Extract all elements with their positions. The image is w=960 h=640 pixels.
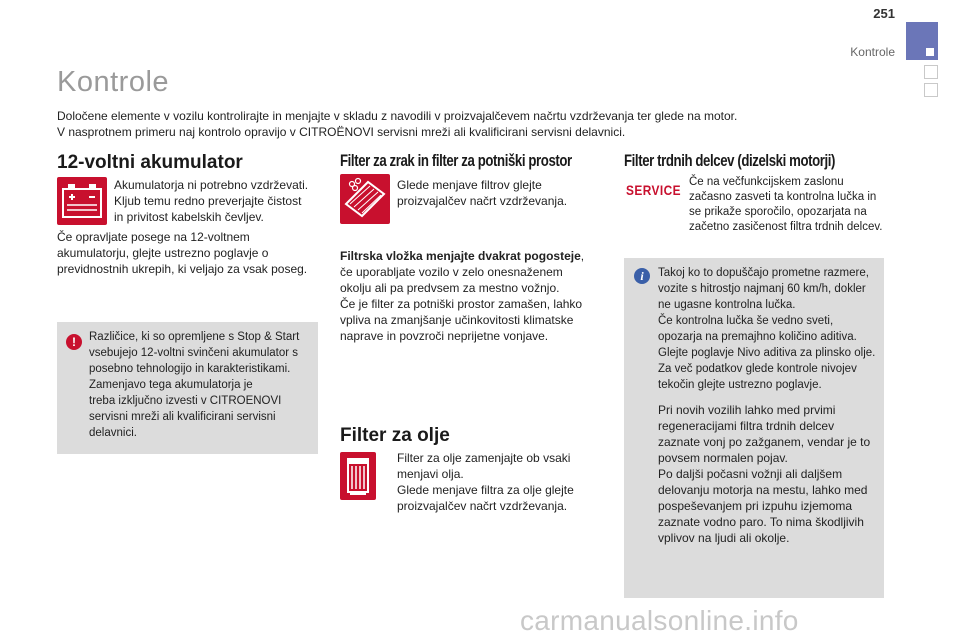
oil-filter-heading: Filter za olje [340, 425, 450, 446]
text-line: vpliva na zmanjšanje učinkovitosti klimatske [340, 313, 574, 327]
battery-body [57, 229, 325, 277]
service-warning-icon: SERVICE [626, 182, 682, 198]
battery-warning-box [57, 322, 318, 454]
text-line: Akumulatorja ni potrebno vzdrževati. [114, 178, 309, 192]
text-line: vozite s hitrostjo najmanj 60 km/h, dokler [658, 283, 866, 295]
particle-filter-info-box [624, 258, 884, 598]
text-line: Pri novih vozilih lahko med prvimi [658, 403, 836, 417]
text-line: Glede menjave filtrov glejte [397, 178, 542, 192]
air-filter-icon-text [397, 177, 597, 209]
text-line: opozarja na premajhno količino aditiva. [658, 331, 857, 343]
particle-filter-info-1 [658, 265, 882, 393]
text-line: Filter za olje zamenjajte ob vsaki [397, 451, 571, 465]
oil-filter-text [397, 450, 597, 514]
air-filter-body [340, 248, 602, 344]
text-line: Če kontrolna lučka še vedno sveti, [658, 315, 834, 327]
tab-marker [926, 48, 934, 56]
chapter-tab[interactable] [906, 22, 938, 60]
particle-filter-info-2 [658, 402, 882, 546]
particle-filter-icon-text [689, 175, 899, 235]
text-line: Če je filter za potniški prostor zamašen, lahko [340, 297, 583, 311]
oil-filter-icon [340, 452, 376, 500]
text-line: treba izključno izvesti v CITROENOVI [89, 395, 282, 407]
text-line: Če na večfunkcijskem zaslonu [689, 176, 844, 188]
punct: , [580, 249, 585, 263]
text-line: menjavi olja. [397, 467, 464, 481]
particle-filter-heading: Filter trdnih delcev (dizelski motorji) [624, 152, 836, 170]
air-filter-heading: Filter za zrak in filter za potniški prostor [340, 152, 572, 170]
text-line [340, 248, 602, 264]
page-number: 251 [873, 6, 895, 21]
text-line: Takoj ko to dopuščajo prometne razmere, [658, 267, 869, 279]
text-line: Kljub temu redno preverjajte čistost [114, 194, 302, 208]
watermark-text: carmanualsonline.info [520, 605, 799, 636]
battery-warning-text [89, 329, 315, 441]
text-line: Za več podatkov glede kontrole nivojev [658, 363, 857, 375]
battery-icon-text [114, 177, 324, 225]
battery-heading: 12-voltni akumulator [57, 152, 243, 173]
text-line: delavnici. [89, 427, 137, 439]
text-line: proizvajalčev načrt vzdrževanja. [397, 499, 568, 513]
text-line: in privitost kabelskih čevljev. [114, 210, 264, 224]
air-filter-icon [340, 174, 390, 224]
text-line: če uporabljate vozilo v zelo onesnaženem [340, 265, 563, 279]
text-line: zaznate vodno paro. To nima škodljivih [658, 515, 864, 529]
text-line: servisni mreži ali kvalificirani servisni [89, 411, 276, 423]
text-line: Če opravljate posege na 12-voltnem [57, 230, 250, 244]
text-line: se prikaže sporočilo, opozarjata na [689, 206, 867, 218]
text-line: Glejte poglavje Nivo aditiva za plinsko olje. [658, 347, 876, 359]
chapter-tab-empty-2[interactable] [924, 83, 938, 97]
intro-line: V nasprotnem primeru naj kontrolo opravijo v CITROËNOVI servisni mreži ali kvalificirani servisni delavnici. [57, 125, 626, 139]
text-line: začetno zasičenost filtra trdnih delcev. [689, 221, 883, 233]
text-line: začasno zasveti ta kontrolna lučka in [689, 191, 877, 203]
text-line: zaznate vonj po zažganem, vendar je to [658, 435, 871, 449]
text-line: ne ugasne kontrolna lučka. [658, 299, 796, 311]
text-line: posebno tehnologijo in karakteristikami. [89, 363, 291, 375]
air-filter-bold-lead: Filtrska vložka menjajte dvakrat pogosteje [340, 249, 581, 263]
text-line: previdnostnih ukrepih, ki veljajo za vsak poseg. [57, 262, 308, 276]
text-line: vplivov na ljudi ali okolje. [658, 531, 790, 545]
text-line: Zamenjavo tega akumulatorja je [89, 379, 253, 391]
warning-icon: ! [66, 334, 82, 350]
text-line: vsebujejo 12-voltni svinčeni akumulator s [89, 347, 299, 359]
text-line: povsem normalen pojav. [658, 451, 788, 465]
chapter-tab-empty-1[interactable] [924, 65, 938, 79]
info-icon: i [634, 268, 650, 284]
text-line: delovanju motorja na mestu, lahko med [658, 483, 868, 497]
text-line: Glede menjave filtra za olje glejte [397, 483, 574, 497]
intro-text [57, 108, 907, 140]
text-line: proizvajalčev načrt vzdrževanja. [397, 194, 568, 208]
battery-icon [57, 177, 107, 225]
text-line: okolju ali pa predvsem za mestno vožnjo. [340, 281, 560, 295]
text-line: pospeševanjem pri izpuhu izjemoma [658, 499, 853, 513]
text-line: akumulatorju, glejte ustrezno poglavje o [57, 246, 269, 260]
text-line: Po daljši počasni vožnji ali daljšem [658, 467, 843, 481]
intro-line: Določene elemente v vozilu kontrolirajte in menjajte v skladu z navodili v proizvajalčevem načrtu vzdrževanja ter glede na motor. [57, 109, 738, 123]
text-line: Različice, ki so opremljene s Stop & Start [89, 331, 300, 343]
page-title: Kontrole [57, 66, 170, 98]
section-name: Kontrole [850, 45, 895, 59]
text-line: regeneracijami filtra trdnih delcev [658, 419, 835, 433]
text-line: naprave in povzroči neprijetne vonjave. [340, 329, 549, 343]
text-line: tekočin glejte ustrezno poglavje. [658, 379, 822, 391]
